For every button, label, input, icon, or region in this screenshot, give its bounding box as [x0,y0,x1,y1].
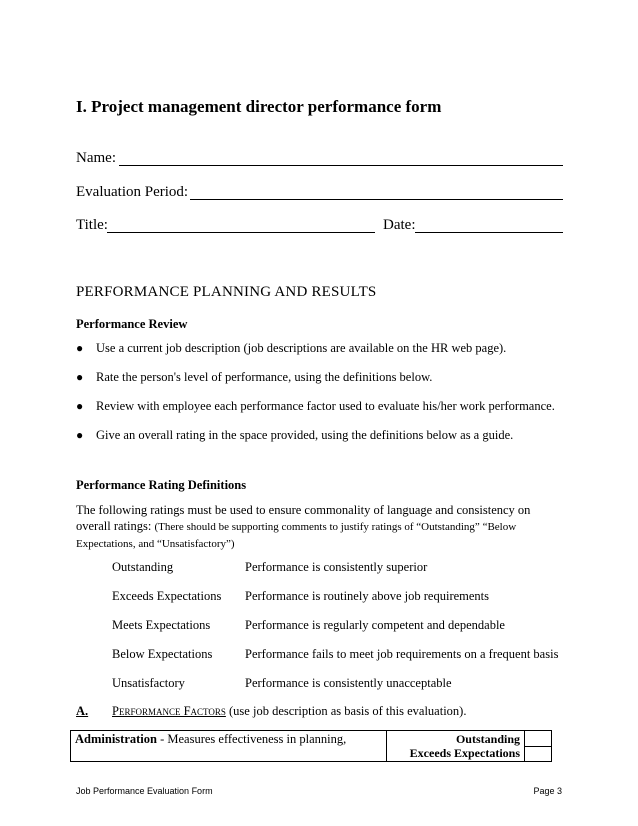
list-item [76,369,555,398]
rating-description: Performance is regularly competent and dependable [245,618,505,632]
performance-review-list [76,340,555,456]
title-field-line[interactable] [107,232,375,233]
factors-title: Performance Factors [112,704,226,718]
rating-labels-cell [387,731,525,761]
rating-description: Performance is routinely above job requirements [245,589,490,603]
name-label: Name: [76,150,116,166]
bullet-icon: ● [76,370,84,384]
rating-term: Below Expectations [112,647,213,661]
factors-note: (use job description as basis of this evaluation). [229,704,467,718]
evaluation-period-field-line[interactable] [190,199,563,200]
section-heading: PERFORMANCE PLANNING AND RESULTS [76,284,377,300]
bullet-text: Give an overall rating in the space provided, using the definitions below as a guide. [96,428,514,442]
list-item [76,398,555,427]
page-title: I. Project management director performance form [76,97,442,116]
bullet-icon: ● [76,428,84,442]
evaluation-period-label: Evaluation Period: [76,184,189,200]
rating-description: Performance fails to meet job requirements on a frequent basis [245,647,559,661]
bullet-icon: ● [76,341,84,355]
title-label: Title: [76,217,108,233]
bullet-text: Use a current job description (job descriptions are available on the HR web page). [96,341,507,355]
rating-description: Performance is consistently unacceptable [245,676,452,690]
factor-description: - Measures effectiveness in planning, [156,732,347,746]
date-field-line[interactable] [415,232,563,233]
name-field-line[interactable] [119,165,563,166]
bullet-icon: ● [76,399,84,413]
rating-term: Exceeds Expectations [112,589,222,603]
footer-left: Job Performance Evaluation Form [76,786,213,796]
rating-term: Meets Expectations [112,618,211,632]
list-item [76,340,555,369]
intro-note-text: (There should be supporting comments to justify ratings of “Outstanding” “Below Expectations, and “Unsatisfactory”) [76,521,517,550]
exceeds-checkbox[interactable] [525,746,551,761]
bullet-text: Rate the person's level of performance, using the definitions below. [96,370,433,384]
performance-review-heading: Performance Review [76,317,188,331]
bullet-text: Review with employee each performance factor used to evaluate his/her work performance. [96,399,555,413]
rating-definitions-heading: Performance Rating Definitions [76,478,247,492]
rating-label-outstanding: Outstanding [455,732,520,746]
date-label: Date: [383,217,416,233]
factor-name: Administration [75,732,157,746]
rating-definitions-intro [76,502,566,552]
rating-term: Outstanding [112,560,174,574]
list-item [76,427,555,456]
intro-main-text: The following ratings must be used to ensure commonality of language and consistency on overall ratings: [76,503,531,533]
factor-description-cell [71,731,387,761]
performance-factor-table [70,730,552,762]
performance-factors-heading [76,704,466,719]
outstanding-checkbox[interactable] [525,731,551,747]
rating-description: Performance is consistently superior [245,560,428,574]
rating-checkbox-cell [525,731,551,761]
footer-page-number: Page 3 [533,786,562,796]
rating-label-exceeds: Exceeds Expectations [409,746,520,760]
factor-letter: A. [76,704,89,718]
rating-term: Unsatisfactory [112,676,185,690]
